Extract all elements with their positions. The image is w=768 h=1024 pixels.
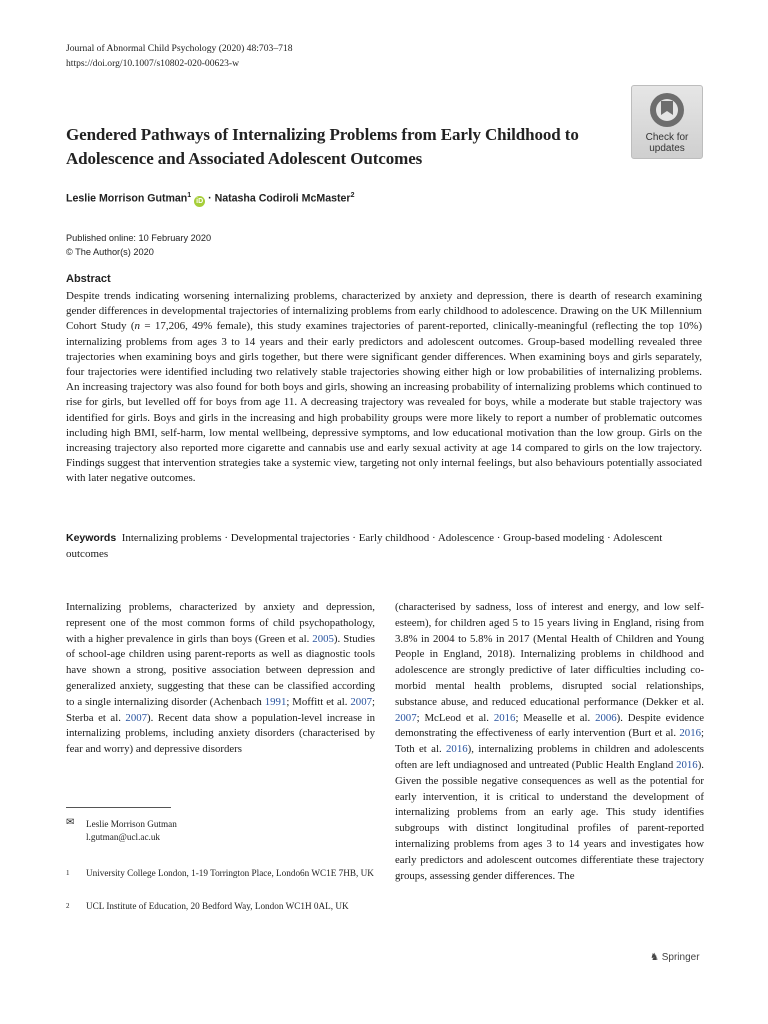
citation-link[interactable]: 2016 [446,743,468,756]
corresponding-author [66,818,376,848]
body-text: Internalizing problems, characterized by anxiety and depression, represent one of the most common forms of child psychopathology, with a higher prevalence in girls than boys (Green et al. [66,601,375,645]
body-text: ). Recent data show a population-level increase in internalizing problems, including anxiety disorders (characterised by fear and worry) and depressive disorders [66,711,375,756]
author-list [66,192,354,207]
copyright-text: The Author(s) 2020 [75,247,154,257]
springer-horse-icon: ♞ [650,952,659,963]
abstract-part-2: = 17,206, 49% female), this study examines trajectories of parent-reported, clinically-meaningful (reflecting the top 10%) internalizing problems from ages 3 to 14 years and their early predictors and adolescent outcomes. Group-based modelling revealed three trajectories when examining boys and girls together, but there were significant gender differences. When examining boys and girls separately, four trajectories were identified including two relatively stable trajectories showing either high or low probabilities of internalizing problems. An increasing trajectory was also found for both boys and girls, showing an increasing probability of internalizing problems which continued to rise for girls, but levelled off for boys from age 11. A decreasing trajectory was revealed for boys, while a moderate but stable trajectory was identified for girls. Boys and girls in the increasing and high probability groups were more likely to report a number of problematic outcomes including high BMI, self-harm, low mental wellbeing, depressive symptoms, and low educational motivation than the low group. Girls on the increasing trajectory also reported more cigarette and cannabis use and early sexual activity at age 14 compared to girls on the low trajectory. Findings suggest that intervention strategies take a systemic view, targeting not only internal feelings, but also behaviours potentially associated with later negative outcomes. [66,320,702,485]
abstract-part-1: Despite trends indicating worsening internalizing problems, characterized by anxiety and depression, there is dearth of research examining gender differences in developmental trajectories of internalizing problems from early childhood to adolescence. Drawing on the UK Millennium Cohort Study ( [66,290,702,333]
body-column-left [66,600,375,758]
body-column-right [395,600,704,884]
abstract-n-variable: n [134,320,141,333]
author-1[interactable]: Leslie Morrison Gutman [66,192,188,205]
keywords-label: Keywords [66,532,117,544]
author-separator: · [208,192,212,205]
affiliation-2-number: 2 [66,902,70,910]
citation-link[interactable]: 2006 [595,711,617,724]
affiliation-1-text: University College London, 1-19 Torrington Place, Londo6n WC1E 7HB, UK [86,868,374,878]
body-text: ; McLeod et al. [416,711,494,724]
citation-link[interactable]: 2007 [350,695,372,708]
orcid-icon[interactable]: iD [196,197,204,205]
copyright-icon: © [66,247,73,257]
body-text: ; Toth et al. [395,727,704,756]
body-text: ). Studies of school-age children using parent-reports as well as diagnostic tools have shown a strong, positive association between depression and generalized anxiety, suggesting that these can be classified according to a single internalizing disorder (Achenbach [66,632,375,708]
contact-name: Leslie Morrison Gutman [86,819,177,829]
envelope-icon: ✉ [66,817,75,828]
journal-citation: Journal of Abnormal Child Psychology (2020) 48:703–718 [66,43,293,54]
article-title: Gendered Pathways of Internalizing Problems from Early Childhood to Adolescence and Associated Adolescent Outcomes [66,125,579,168]
citation-link[interactable]: 2016 [676,758,698,771]
body-text: ). Despite evidence demonstrating the effectiveness of early intervention (Burt et al. [395,711,705,740]
body-text: ; Sterba et al. [66,695,375,724]
citation-link[interactable]: 1991 [264,695,287,708]
affiliation-1 [66,867,376,895]
citation-link[interactable]: 2016 [493,711,516,724]
affiliation-2-text: UCL Institute of Education, 20 Bedford Way, London WC1H 0AL, UK [86,901,349,911]
badge-line-2: updates [649,143,685,154]
author-2[interactable]: Natasha Codiroli McMaster [214,192,351,205]
publisher-name: Springer [661,952,700,963]
journal-header [66,41,293,71]
publication-info [66,231,211,259]
body-text: ; Measelle et al. [515,711,596,724]
author-1-affiliation: 1 [187,192,192,199]
published-date: Published online: 10 February 2020 [66,233,212,243]
citation-link[interactable]: 2007 [125,711,148,724]
body-text: ; Moffitt et al. [286,695,351,708]
keywords-list: Internalizing problems · Developmental trajectories · Early childhood · Adolescence · Group-based modeling · Adolescent outcomes [66,532,663,560]
publisher-logo [650,952,700,963]
body-text: ), internalizing problems in children and adolescents often are left undiagnosed and untreated (Public Health England [395,743,704,771]
update-check-icon [648,91,686,129]
author-2-affiliation: 2 [350,192,355,199]
badge-line-1: Check for [645,132,689,143]
citation-link[interactable]: 2005 [312,632,334,645]
copyright-line [66,245,211,259]
keywords [66,530,706,562]
contact-email[interactable]: l.gutman@ucl.ac.uk [86,831,161,842]
citation-link[interactable]: 2007 [395,711,417,724]
body-text: ). Given the possible negative consequences as well as the potential for early intervention, it is critical to understand the development of internalizing problems from an early age. This study identifies subgroups with distinct longitudinal profiles of parent-reported internalizing problems from ages 3 to 14 years and investigates how early predictors and adolescent outcomes differentiate these trajectory groups, assessing gender differences. The [395,758,704,882]
affiliation-2 [66,900,376,928]
check-for-updates-badge[interactable] [631,85,703,159]
abstract-heading: Abstract [66,273,111,285]
affiliation-1-number: 1 [66,869,70,877]
citation-link[interactable]: 2016 [679,727,701,740]
footnote-divider [66,807,171,808]
body-text: (characterised by sadness, loss of interest and energy, and low self-esteem), for children aged 5 to 15 years living in England, rising from 3.8% in 2004 to 5.8% in 2017 (Mental Health of Children and Young People in England, 2018). Internalizing problems in childhood and adolescence are strongly predictive of later difficulties including co-morbid mental health problems, disrupted social relationships, substance abuse, and reduced educational performance (Dekker et al. [395,601,704,708]
doi-link[interactable]: https://doi.org/10.1007/s10802-020-00623-w [66,58,240,69]
abstract-text [66,289,702,487]
